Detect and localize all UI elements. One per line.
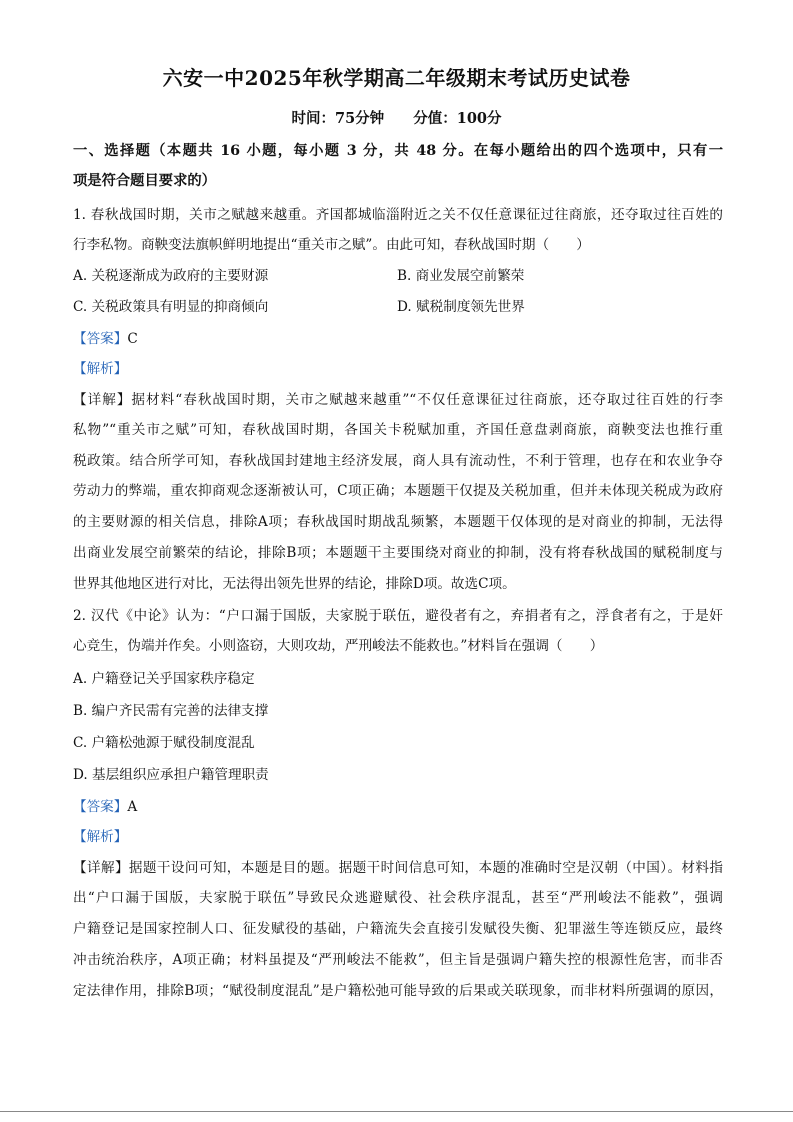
q1-stem-line1: 1. 春秋战国时期，关市之赋越来越重。齐国都城临淄附近之关不仅任意课征过往商旅，还夺取过往百姓的 [73,207,723,223]
q1-detail-line: 的主要财源的相关信息，排除A项；春秋战国时期战乱频繁，本题题干仅体现的是对商业的抑制，无法得 [73,514,723,530]
exam-info [0,107,793,128]
q1-analysis-tag: 【解析】 [73,361,128,377]
q1-detail-line: 私物”“重关市之赋”可知，春秋战国时期，各国关卡税赋加重，齐国任意盘剥商旅，商鞅变法也推行重 [73,422,723,438]
q2-stem-line2: 心竞生，伪端并作矣。小则盗窃，大则攻劫，严刑峻法不能救也。”材料旨在强调（ ） [73,638,604,654]
exam-time: 时间：75分钟 [291,110,385,127]
q2-detail-line: 出“户口漏于国版，夫家脱于联伍”导致民众逃避赋役、社会秩序混乱，甚至“严刑峻法不能救”，强调 [73,890,723,906]
q2-detail-line: 定法律作用，排除B项；“赋役制度混乱”是户籍松弛可能导致的后果或关联现象，而非材料所强调的原因， [73,983,723,999]
section-heading-line2: 项是符合题目要求的） [73,173,216,189]
q2-detail-line: 户籍登记是国家控制人口、征发赋役的基础，户籍流失会直接引发赋役失衡、犯罪滋生等连锁反应，最终 [73,921,723,937]
q2-option-a: A. 户籍登记关乎国家秩序稳定 [73,671,255,687]
q1-option-a: A. 关税逐渐成为政府的主要财源 [73,268,269,284]
q1-detail-line: 税政策。结合所学可知，春秋战国封建地主经济发展，商人具有流动性，不利于管理，也存在和农业争夺 [73,453,723,469]
q2-detail-line: 【详解】据题干设问可知，本题是目的题。据题干时间信息可知，本题的准确时空是汉朝（中国）。材料指 [73,860,723,876]
q1-stem-line2: 行李私物。商鞅变法旗帜鲜明地提出“重关市之赋”。由此可知，春秋战国时期（ ） [73,237,590,253]
q1-answer-tag: 【答案】 [73,331,128,347]
exam-score: 分值：100分 [413,110,502,127]
q1-option-b: B. 商业发展空前繁荣 [397,268,525,284]
q1-option-c: C. 关税政策具有明显的抑商倾向 [73,299,269,315]
q1-detail-line: 出商业发展空前繁荣的结论，排除B项；本题题干主要围绕对商业的抑制，没有将春秋战国的赋税制度与 [73,545,723,561]
q2-answer-value: A [127,799,138,815]
q2-stem-line1: 2. 汉代《中论》认为：“户口漏于国版，夫家脱于联伍，避役者有之，弃捐者有之，浮食者有之，于是奸 [73,608,723,624]
q2-analysis-tag: 【解析】 [73,829,128,845]
q2-answer [73,795,137,815]
q1-detail-line: 世界其他地区进行对比，无法得出领先世界的结论，排除D项。故选C项。 [73,576,516,592]
page-title: 六安一中2025年秋学期高二年级期末考试历史试卷 [162,66,631,90]
q1-detail-line: 劳动力的弊端，重农抑商观念逐渐被认可，C项正确；本题题干仅提及关税加重，但并未体现关税成为政府 [73,483,723,499]
q2-detail-line: 冲击统治秩序，A项正确；材料虽提及“严刑峻法不能救”，但主旨是强调户籍失控的根源性危害，而非否 [73,952,723,968]
q2-option-b: B. 编户齐民需有完善的法律支撑 [73,703,269,719]
page-bottom-divider [0,1111,793,1112]
section-heading-line1: 一、选择题（本题共 16 小题，每小题 3 分，共 48 分。在每小题给出的四个选项中，只有一 [73,143,723,159]
q2-option-d: D. 基层组织应承担户籍管理职责 [73,767,269,783]
q1-detail-line: 【详解】据材料“春秋战国时期，关市之赋越来越重”“不仅任意课征过往商旅，还夺取过往百姓的行李 [73,392,723,408]
q2-option-c: C. 户籍松弛源于赋役制度混乱 [73,735,255,751]
q1-answer [73,327,138,347]
q1-answer-value: C [127,331,138,347]
q1-option-d: D. 赋税制度领先世界 [397,299,525,315]
q2-answer-tag: 【答案】 [73,799,128,815]
